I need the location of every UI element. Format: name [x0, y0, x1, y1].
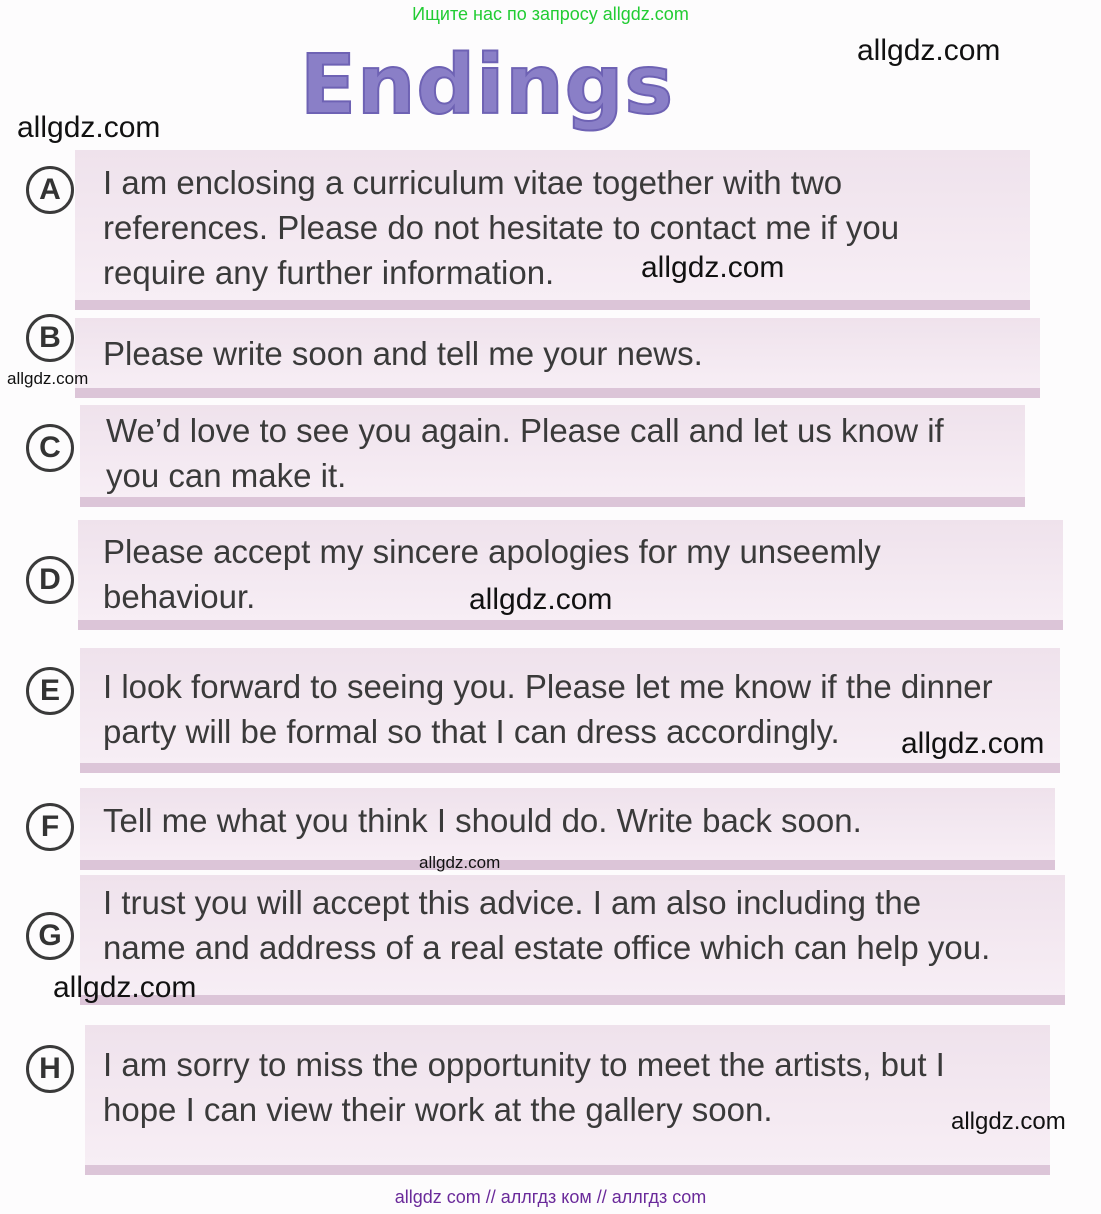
letter-badge: G: [26, 912, 74, 960]
top-banner: Ищите нас по запросу allgdz.com: [412, 4, 689, 24]
watermark: allgdz.com: [7, 369, 89, 388]
ending-text: I look forward to seeing you. Please let me know if the dinner party will be formal so that I can dress accordingly.: [103, 668, 993, 750]
ending-text: Tell me what you think I should do. Write back soon.: [103, 802, 862, 839]
watermark: allgdz.com: [419, 853, 501, 872]
ending-text: Please write soon and tell me your news.: [103, 335, 703, 372]
ending-text: I am sorry to miss the opportunity to meet the artists, but I hope I can view their work at the gallery soon.: [103, 1046, 945, 1128]
watermark: allgdz.com: [951, 1108, 1066, 1135]
watermark: allgdz.com: [469, 583, 613, 616]
letter-badge: B: [26, 314, 74, 362]
letter-badge: H: [26, 1045, 74, 1093]
watermark: allgdz.com: [641, 251, 785, 284]
footer-links: allgdz com // аллгдз ком // аллгдз com: [394, 1187, 707, 1207]
ending-text: We’d love to see you again. Please call and let us know if you can make it.: [106, 412, 944, 494]
letter-badge: F: [26, 803, 74, 851]
letter-badge: D: [26, 556, 74, 604]
watermark: allgdz.com: [901, 727, 1045, 760]
ending-text: I trust you will accept this advice. I am also including the name and address of a real estate office which can help you.: [103, 884, 991, 966]
watermark: allgdz.com: [857, 34, 1001, 67]
page-title: Endings: [300, 38, 675, 133]
letter-badge: E: [26, 667, 74, 715]
watermark: allgdz.com: [53, 971, 197, 1004]
watermark: allgdz.com: [17, 111, 161, 144]
ending-text: Please accept my sincere apologies for my unseemly behaviour.: [103, 533, 881, 615]
letter-badge: A: [26, 166, 74, 214]
ending-text: I am enclosing a curriculum vitae together with two references. Please do not hesitate to contact me if you require any further information.: [103, 164, 900, 291]
letter-badge: C: [26, 424, 74, 472]
